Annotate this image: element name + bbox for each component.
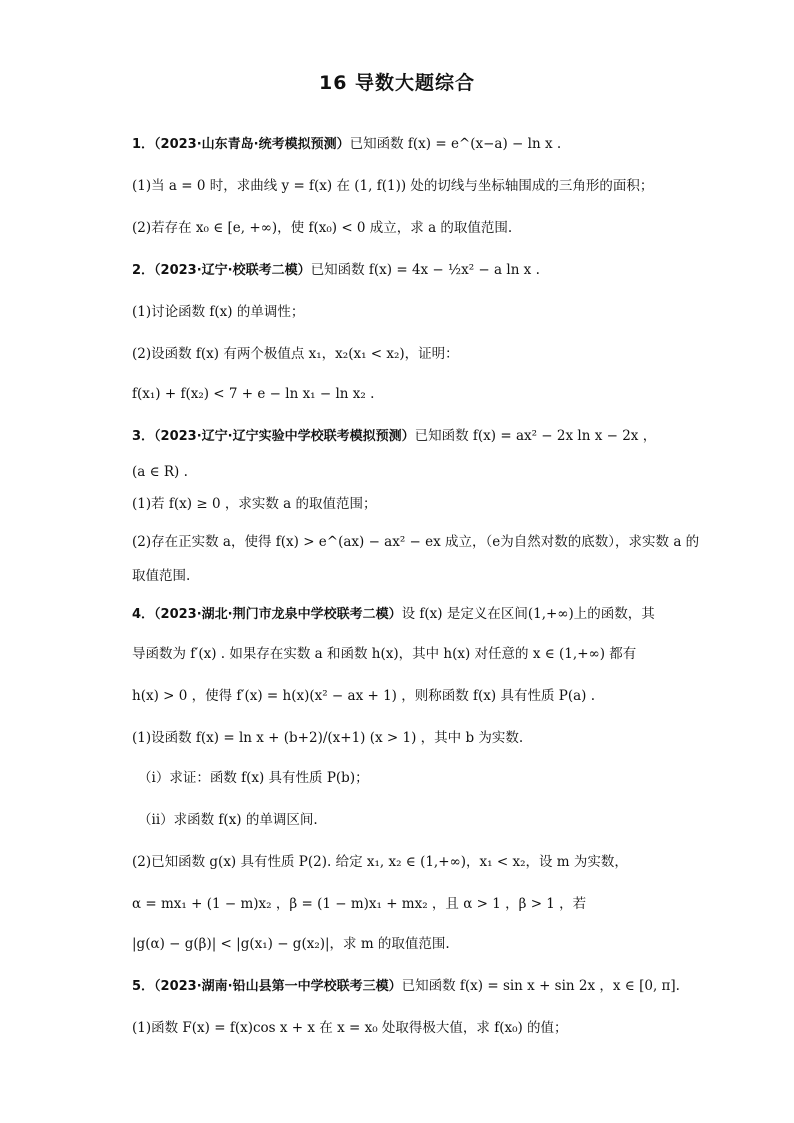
problem-4-part-2-cont: α = mx₁ + (1 − m)x₂ ，β = (1 − m)x₁ + mx₂ ，且 α > 1 ，β > 1 ，若 <box>132 896 587 912</box>
problem-3-part-2-cont: 取值范围. <box>132 568 191 584</box>
problem-4-part-1: (1)设函数 f(x) = ln x + (b+2)/(x+1) (x > 1) ，其中 b 为实数. <box>132 730 524 746</box>
page-title: 16 导数大题综合 <box>318 72 476 94</box>
problem-2-header: 2．（2023·辽宁·校联考二模） <box>132 263 311 278</box>
problem-2-part-1: (1)讨论函数 f(x) 的单调性； <box>132 304 305 320</box>
problem-2-part-2: (2)设函数 f(x) 有两个极值点 x₁，x₂(x₁ < x₂)，证明： <box>132 346 459 362</box>
problem-1-part-2: (2)若存在 x₀ ∈ [e, +∞)，使 f(x₀) < 0 成立，求 a 的取值范围. <box>132 220 513 236</box>
problem-5-header: 5．（2023·湖南·铅山县第一中学校联考三模） <box>132 979 402 994</box>
problem-5-statement: 5．（2023·湖南·铅山县第一中学校联考三模）已知函数 f(x) = sin x + sin 2x ，x ∈ [0, π]. <box>132 978 680 994</box>
problem-2-inequality: f(x₁) + f(x₂) < 7 + e − ln x₁ − ln x₂ . <box>132 386 375 402</box>
problem-2-statement: 2．（2023·辽宁·校联考二模）已知函数 f(x) = 4x − ½x² − a ln x . <box>132 262 540 278</box>
problem-4-part-1-ii: （ii）求函数 f(x) 的单调区间. <box>138 812 318 828</box>
problem-1-statement: 1．（2023·山东青岛·统考模拟预测）已知函数 f(x) = e^(x−a) − ln x . <box>132 136 562 152</box>
problem-3-part-1: (1)若 f(x) ≥ 0 ，求实数 a 的取值范围； <box>132 496 377 512</box>
problem-1-part-1: (1)当 a = 0 时，求曲线 y = f(x) 在 (1, f(1)) 处的切线与坐标轴围成的三角形的面积； <box>132 178 654 194</box>
problem-4-definition-2: h(x) > 0 ，使得 f′(x) = h(x)(x² − ax + 1) ，则称函数 f(x) 具有性质 P(a) . <box>132 688 596 704</box>
problem-1-header: 1．（2023·山东青岛·统考模拟预测） <box>132 137 350 152</box>
problem-5-part-1: (1)函数 F(x) = f(x)cos x + x 在 x = x₀ 处取得极大值，求 f(x₀) 的值； <box>132 1020 568 1036</box>
problem-4-header: 4．（2023·湖北·荆门市龙泉中学校联考二模） <box>132 607 402 622</box>
problem-3-statement: 3．（2023·辽宁·辽宁实验中学校联考模拟预测）已知函数 f(x) = ax² − 2x ln x − 2x ， <box>132 428 657 444</box>
problem-4-part-2-cond: |g(α) − g(β)| < |g(x₁) − g(x₂)|，求 m 的取值范围. <box>132 936 450 952</box>
problem-4-part-1-i: （i）求证：函数 f(x) 具有性质 P(b)； <box>138 770 369 786</box>
problem-4-definition-1: 导函数为 f′(x) . 如果存在实数 a 和函数 h(x)，其中 h(x) 对任意的 x ∈ (1,+∞) 都有 <box>132 646 637 662</box>
problem-4-part-2: (2)已知函数 g(x) 具有性质 P(2). 给定 x₁, x₂ ∈ (1,+∞)，x₁ < x₂，设 m 为实数， <box>132 854 628 870</box>
problem-3-header: 3．（2023·辽宁·辽宁实验中学校联考模拟预测） <box>132 429 415 444</box>
problem-3-part-2: (2)存在正实数 a，使得 f(x) > e^(ax) − ax² − ex 成立，（e为自然对数的底数），求实数 a 的 <box>132 534 700 550</box>
problem-3-domain: (a ∈ R) . <box>132 464 188 480</box>
problem-4-statement: 4．（2023·湖北·荆门市龙泉中学校联考二模）设 f(x) 是定义在区间(1,+∞)上的函数，其 <box>132 606 655 622</box>
